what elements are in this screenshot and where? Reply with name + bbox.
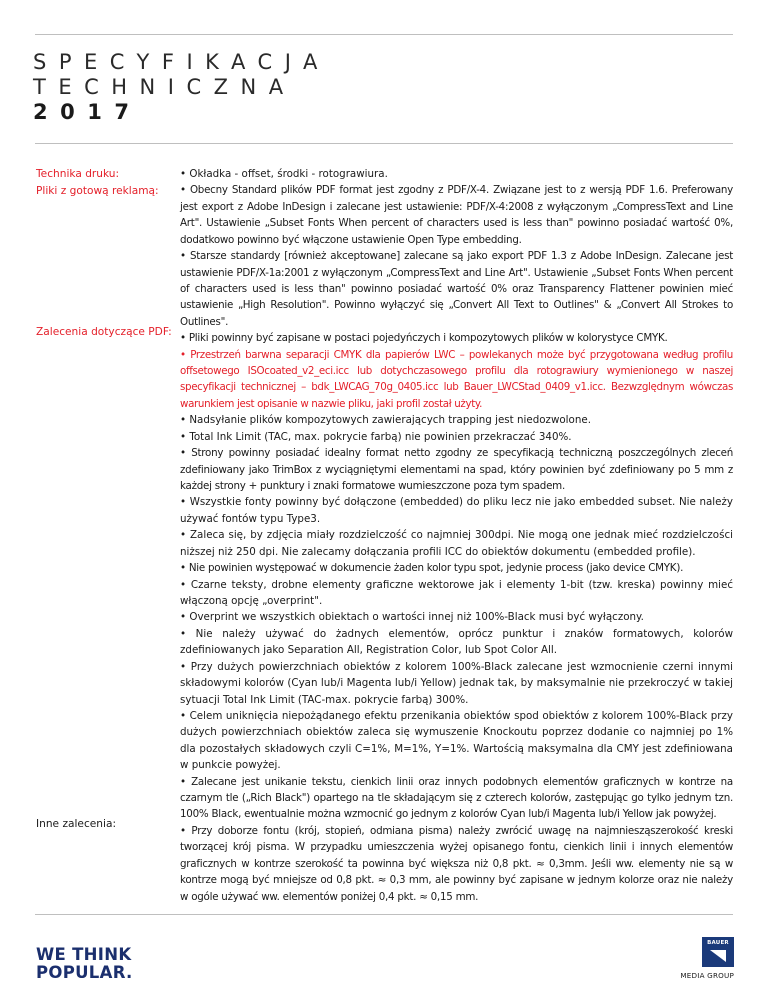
spec-paragraph: • Total Ink Limit (TAC, max. pokrycie farbą) nie powinien przekraczać 340%. [180, 430, 572, 443]
spec-paragraph: • Celem uniknięcia niepożądanego efektu przenikania obiektów spod obiektów z kolorem 100%-Black przy dużych powierzchniach obiektów zaleca się wymuszenie Knockoutu poprzez dodanie co najmniej po 1% dla pozostałych składowych czyli C=1%, M=1%, Y=1%. Wartością maksymalna dla CMY jest zdefiniowana w punkcie powyżej. [180, 709, 733, 772]
spec-paragraph-highlight: • Przestrzeń barwna separacji CMYK dla papierów LWC – powlekanych może być przygotowana według profilu offsetowego ISOcoated_v2_eci.icc lub dotychczasowego profilu dla rotograwiury wymienionego w naszej specyfikacji technicznej – bdk_LWCAG_70g_0405.icc lub Bauer_LWCStad_0409_v1.icc. Bezwzględnym wówczas warunkiem jest opisanie w nazwie pliku, jaki profil został użyty. [180, 348, 733, 410]
spec-paragraph: • Starsze standardy [również akceptowane] zalecane są jako export PDF 1.3 z Adobe InDesign. Zalecane jest ustawienie PDF/X-1a:2001 z wyłączonym „CompressText and Line Art". Ustawienie „Subset Fonts When percent of characters used is less than" powinno posiadać wartość 0% oraz Transparency Flattener powinien mieć ustawienie „High Resolution". Powinno wyłączyć się „Convert All Text to Outlines" & „Convert All Strokes to Outlines". [180, 250, 733, 328]
spec-paragraph: • Przy doborze fontu (krój, stopień, odmiana pisma) należy zwrócić uwagę na najmniesząszerokość kreski tworzącej krój pisma. W przypadku umieszczenia wyżej opisanego fontu, cienkich linii i innych elementów graficznych w kontrze szerokość ta powinna być większa niż 0,8 pkt. ≈ 0,3mm. Jeśli ww. elementy nie są w kontrze mogą być mniejsze od 0,8 pkt. ≈ 0,3 mm, ale powinny być zapisane w jednym kolorze oraz nie należy w ogóle używać ww. elementów poniżej 0,4 pkt. ≈ 0,15 mm. [180, 824, 733, 903]
label-inne-zalecenia: Inne zalecenia: [36, 818, 117, 830]
bottom-rule [35, 914, 733, 915]
bauer-logo [702, 937, 734, 967]
spec-paragraph: • Czarne teksty, drobne elementy graficzne wektorowe jak i elementy 1-bit (tzw. kreska) powinny mieć włączoną opcję „overprint". [180, 578, 733, 607]
section-rule [35, 143, 733, 144]
spec-paragraph: • Okładka - offset, środki - rotograwiura. [180, 168, 388, 180]
spec-paragraph: • Nie powinien występować w dokumencie żaden kolor typu spot, jedynie process (jako device CMYK). [180, 562, 684, 575]
spec-paragraph: • Strony powinny posiadać idealny format netto zgodny ze specyfikacją techniczną poszczególnych zleceń zdefiniowany jako TrimBox z wyciągniętymi elementami na spad, który powinien być zdefiniowany po 5 mm z każdej strony + punktury i znaki formatowe wumieszczone poza tym spadem. [180, 447, 733, 493]
title-year: 2017 [33, 100, 142, 124]
media-group-label: MEDIA GROUP [680, 971, 734, 980]
top-rule [35, 34, 733, 35]
spec-paragraph: • Obecny Standard plików PDF format jest zgodny z PDF/X-4. Związane jest to z wersją PDF 1.6. Preferowany jest export z Adobe InDesign i zalecane jest ustawienie: PDF/X-4:2008 z wyłączonym „CompressText and Line Art". Ustawienie „Subset Fonts When percent of characters used is less than" powinno posiadać wartość 0%, dodatkowo powinno być włączone ustawienie Open Type embedding. [180, 184, 733, 246]
label-pliki-reklama: Pliki z gotową reklamą: [36, 185, 159, 197]
spec-paragraph: • Zalecane jest unikanie tekstu, cienkich linii oraz innych podobnych elementów graficznych w kontrze na czarnym tle („Rich Black") opartego na tle składającym się z czterech kolorów, zastępując go tylko jednym tzn. 100% Black, ewentualnie można wzmocnić go jednym z kolorów Cyan lub/i Magenta lub/i Yellow jak powyżej. [180, 775, 733, 821]
spec-paragraph: • Pliki powinny być zapisane w postaci pojedyńczych i kompozytowych plików w kolorystyce CMYK. [180, 332, 668, 345]
slogan-line-2: POPULAR. [36, 963, 133, 982]
slogan-line-1: WE THINK [36, 945, 132, 964]
spec-paragraph: • Overprint we wszystkich obiektach o wartości innej niż 100%-Black musi być wyłączony. [180, 611, 644, 624]
we-think-popular-logo [36, 946, 133, 982]
title-line-2: TECHNICZNA [33, 75, 296, 99]
spec-paragraph: • Nadsyłanie plików kompozytowych zawierających trapping jest niedozwolone. [180, 414, 591, 427]
label-zalecenia-pdf: Zalecenia dotyczące PDF: [36, 326, 172, 338]
spec-paragraph: • Przy dużych powierzchniach obiektów z kolorem 100%-Black zalecane jest wzmocnienie czerni innymi składowymi kolorów (Cyan lub/i Magenta lub/i Yellow) jednak tak, by maksymalnie nie przekroczyć w takiej sytuacji Total Ink Limit (TAC-max. pokrycie farbą) 300%. [180, 660, 733, 706]
spec-paragraph: • Zaleca się, by zdjęcia miały rozdzielczość co najmniej 300dpi. Nie mogą one jednak mieć rozdzielczości niższej niż 250 dpi. Nie zalecamy dołączania profili ICC do obiektów dokumentu (embedded profile). [180, 529, 733, 558]
bauer-arrow-icon [708, 948, 728, 964]
spec-paragraph: • Wszystkie fonty powinny być dołączone (embedded) do pliku lecz nie jako embedded subset. Nie należy używać fontów typu Type3. [180, 496, 733, 525]
label-technika-druku: Technika druku: [36, 168, 120, 180]
spec-paragraph: • Nie należy używać do żadnych elementów, oprócz punktur i znaków formatowych, kolorów zdefiniowanych jako Separation All, Registration Color, lub Spot Color All. [180, 627, 733, 657]
bauer-wordmark: BAUER [707, 940, 729, 946]
specification-body [180, 166, 733, 905]
title-line-1: SPECYFIKACJA [33, 50, 330, 74]
